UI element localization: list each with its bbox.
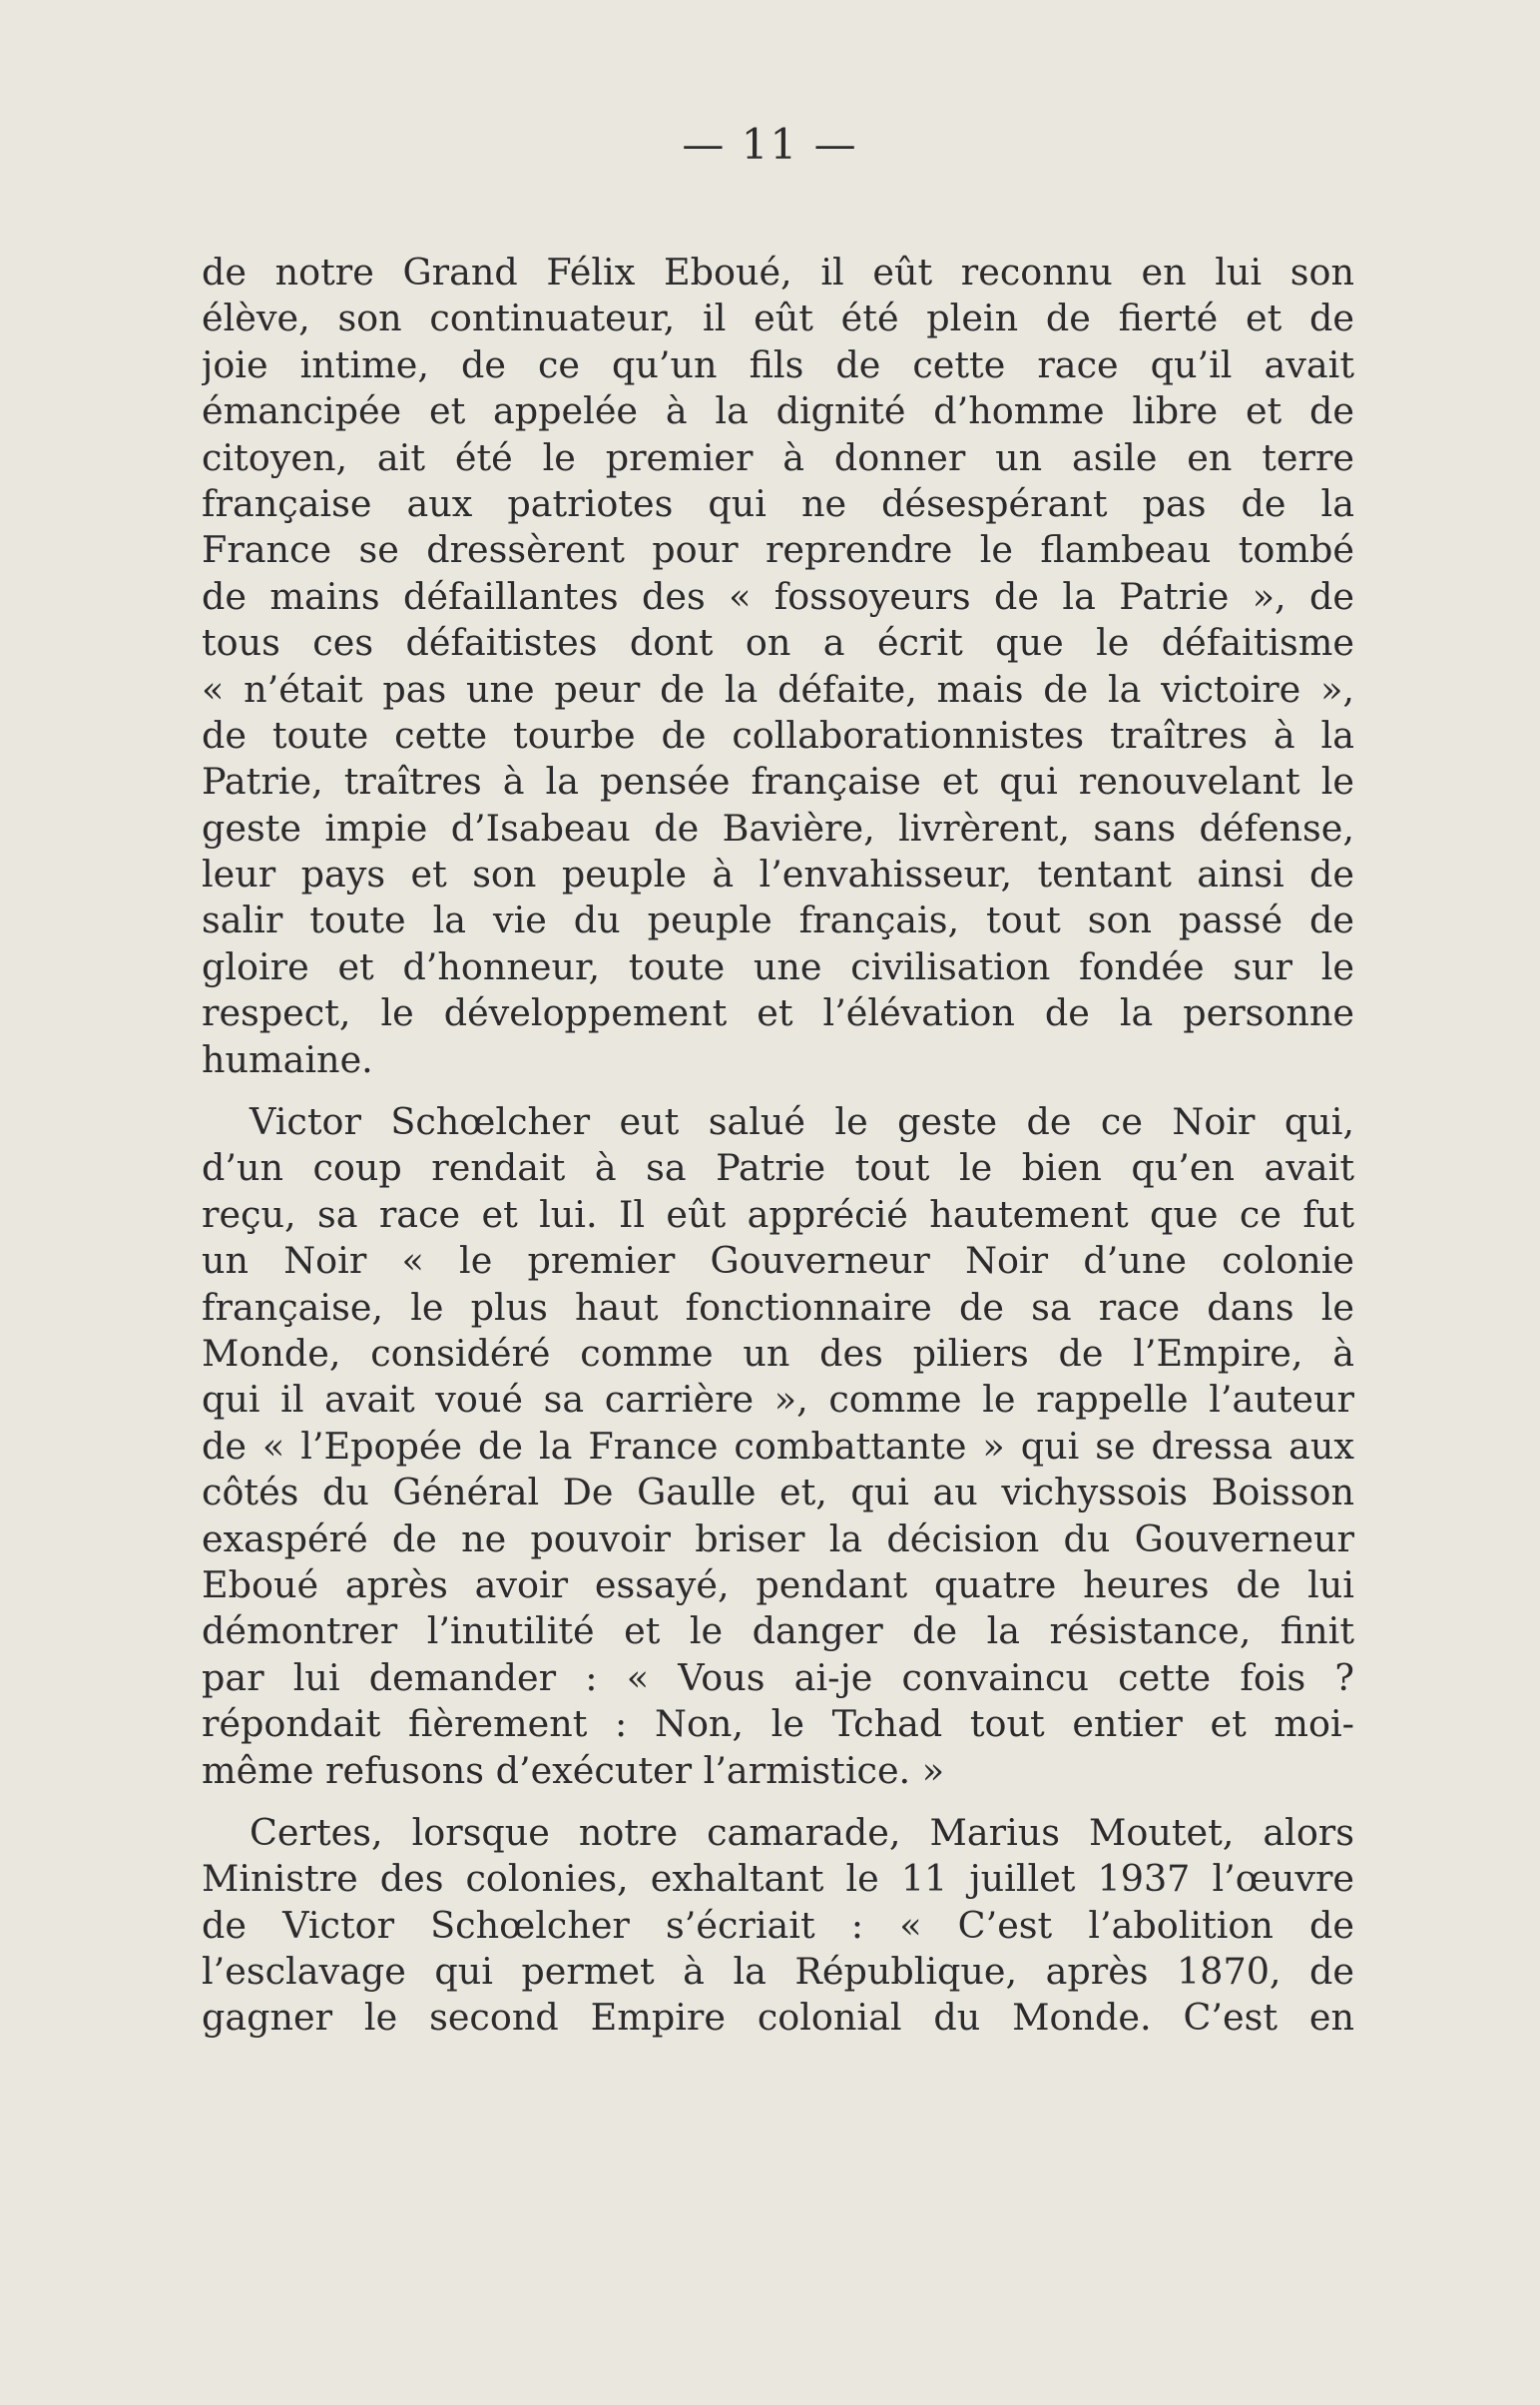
text-line: élève, son continuateur, il eût été plein de fierté et de: [202, 297, 1354, 340]
text-line: de notre Grand Félix Eboué, il eût reconnu en lui son: [202, 251, 1354, 294]
paragraph-gap: [202, 1083, 1354, 1099]
text-line: qui il avait voué sa carrière », comme le rappelle l’auteur: [202, 1378, 1354, 1422]
body-text: [202, 250, 1354, 2042]
text-line: gagner le second Empire colonial du Monde. C’est en: [202, 1996, 1354, 2040]
text-line: de Victor Schœlcher s’écriait : « C’est l’abolition de: [202, 1903, 1354, 1947]
paragraph: [202, 250, 1354, 1083]
text-line: respect, le développement et l’élévation de la personne: [202, 991, 1354, 1035]
text-line: salir toute la vie du peuple français, tout son passé de: [202, 899, 1354, 942]
text-line: un Noir « le premier Gouverneur Noir d’une colonie: [202, 1239, 1354, 1283]
text-line: Victor Schœlcher eut salué le geste de ce Noir qui,: [250, 1100, 1354, 1144]
text-line: Patrie, traîtres à la pensée française et qui renouvelant le: [202, 760, 1354, 804]
text-line: geste impie d’Isabeau de Bavière, livrèrent, sans défense,: [202, 806, 1354, 850]
text-line: française, le plus haut fonctionnaire de sa race dans le: [202, 1285, 1354, 1329]
text-line: d’un coup rendait à sa Patrie tout le bien qu’en avait: [202, 1146, 1354, 1190]
text-line: humaine.: [202, 1037, 373, 1081]
text-line: leur pays et son peuple à l’envahisseur, tentant ainsi de: [202, 853, 1354, 897]
text-line: émancipée et appelée à la dignité d’homme libre et de: [202, 389, 1354, 433]
text-line: répondait fièrement : Non, le Tchad tout entier et moi-: [202, 1702, 1354, 1746]
text-line: l’esclavage qui permet à la République, après 1870, de: [202, 1950, 1354, 1994]
text-line: Monde, considéré comme un des piliers de l’Empire, à: [202, 1331, 1354, 1375]
text-line: par lui demander : « Vous ai-je convaincu cette fois ?: [202, 1655, 1354, 1699]
text-line: reçu, sa race et lui. Il eût apprécié hautement que ce fut: [202, 1192, 1354, 1236]
text-line: même refusons d’exécuter l’armistice. »: [202, 1748, 945, 1792]
paragraph: [202, 1810, 1354, 2042]
text-line: gloire et d’honneur, toute une civilisation fondée sur le: [202, 944, 1354, 988]
text-line: France se dressèrent pour reprendre le flambeau tombé: [202, 528, 1354, 572]
text-line: Certes, lorsque notre camarade, Marius Moutet, alors: [250, 1810, 1354, 1854]
text-line: Ministre des colonies, exhaltant le 11 juillet 1937 l’œuvre: [202, 1857, 1354, 1901]
page-number: — 11 —: [682, 120, 858, 169]
paragraph-gap: [202, 1794, 1354, 1810]
text-line: démontrer l’inutilité et le danger de la résistance, finit: [202, 1609, 1354, 1653]
text-line: de mains défaillantes des « fossoyeurs de la Patrie », de: [202, 574, 1354, 618]
text-line: de « l’Epopée de la France combattante » qui se dressa aux: [202, 1424, 1354, 1468]
text-line: citoyen, ait été le premier à donner un asile en terre: [202, 435, 1354, 479]
text-line: exaspéré de ne pouvoir briser la décision du Gouverneur: [202, 1516, 1354, 1560]
text-line: joie intime, de ce qu’un fils de cette race qu’il avait: [202, 342, 1354, 386]
paragraph: [202, 1099, 1354, 1794]
text-line: Eboué après avoir essayé, pendant quatre heures de lui: [202, 1562, 1354, 1606]
text-line: française aux patriotes qui ne désespérant pas de la: [202, 481, 1354, 525]
text-line: tous ces défaitistes dont on a écrit que le défaitisme: [202, 621, 1354, 665]
text-line: « n’était pas une peur de la défaite, mais de la victoire »,: [202, 667, 1354, 711]
text-line: côtés du Général De Gaulle et, qui au vichyssois Boisson: [202, 1471, 1354, 1514]
text-line: de toute cette tourbe de collaborationnistes traîtres à la: [202, 713, 1354, 757]
